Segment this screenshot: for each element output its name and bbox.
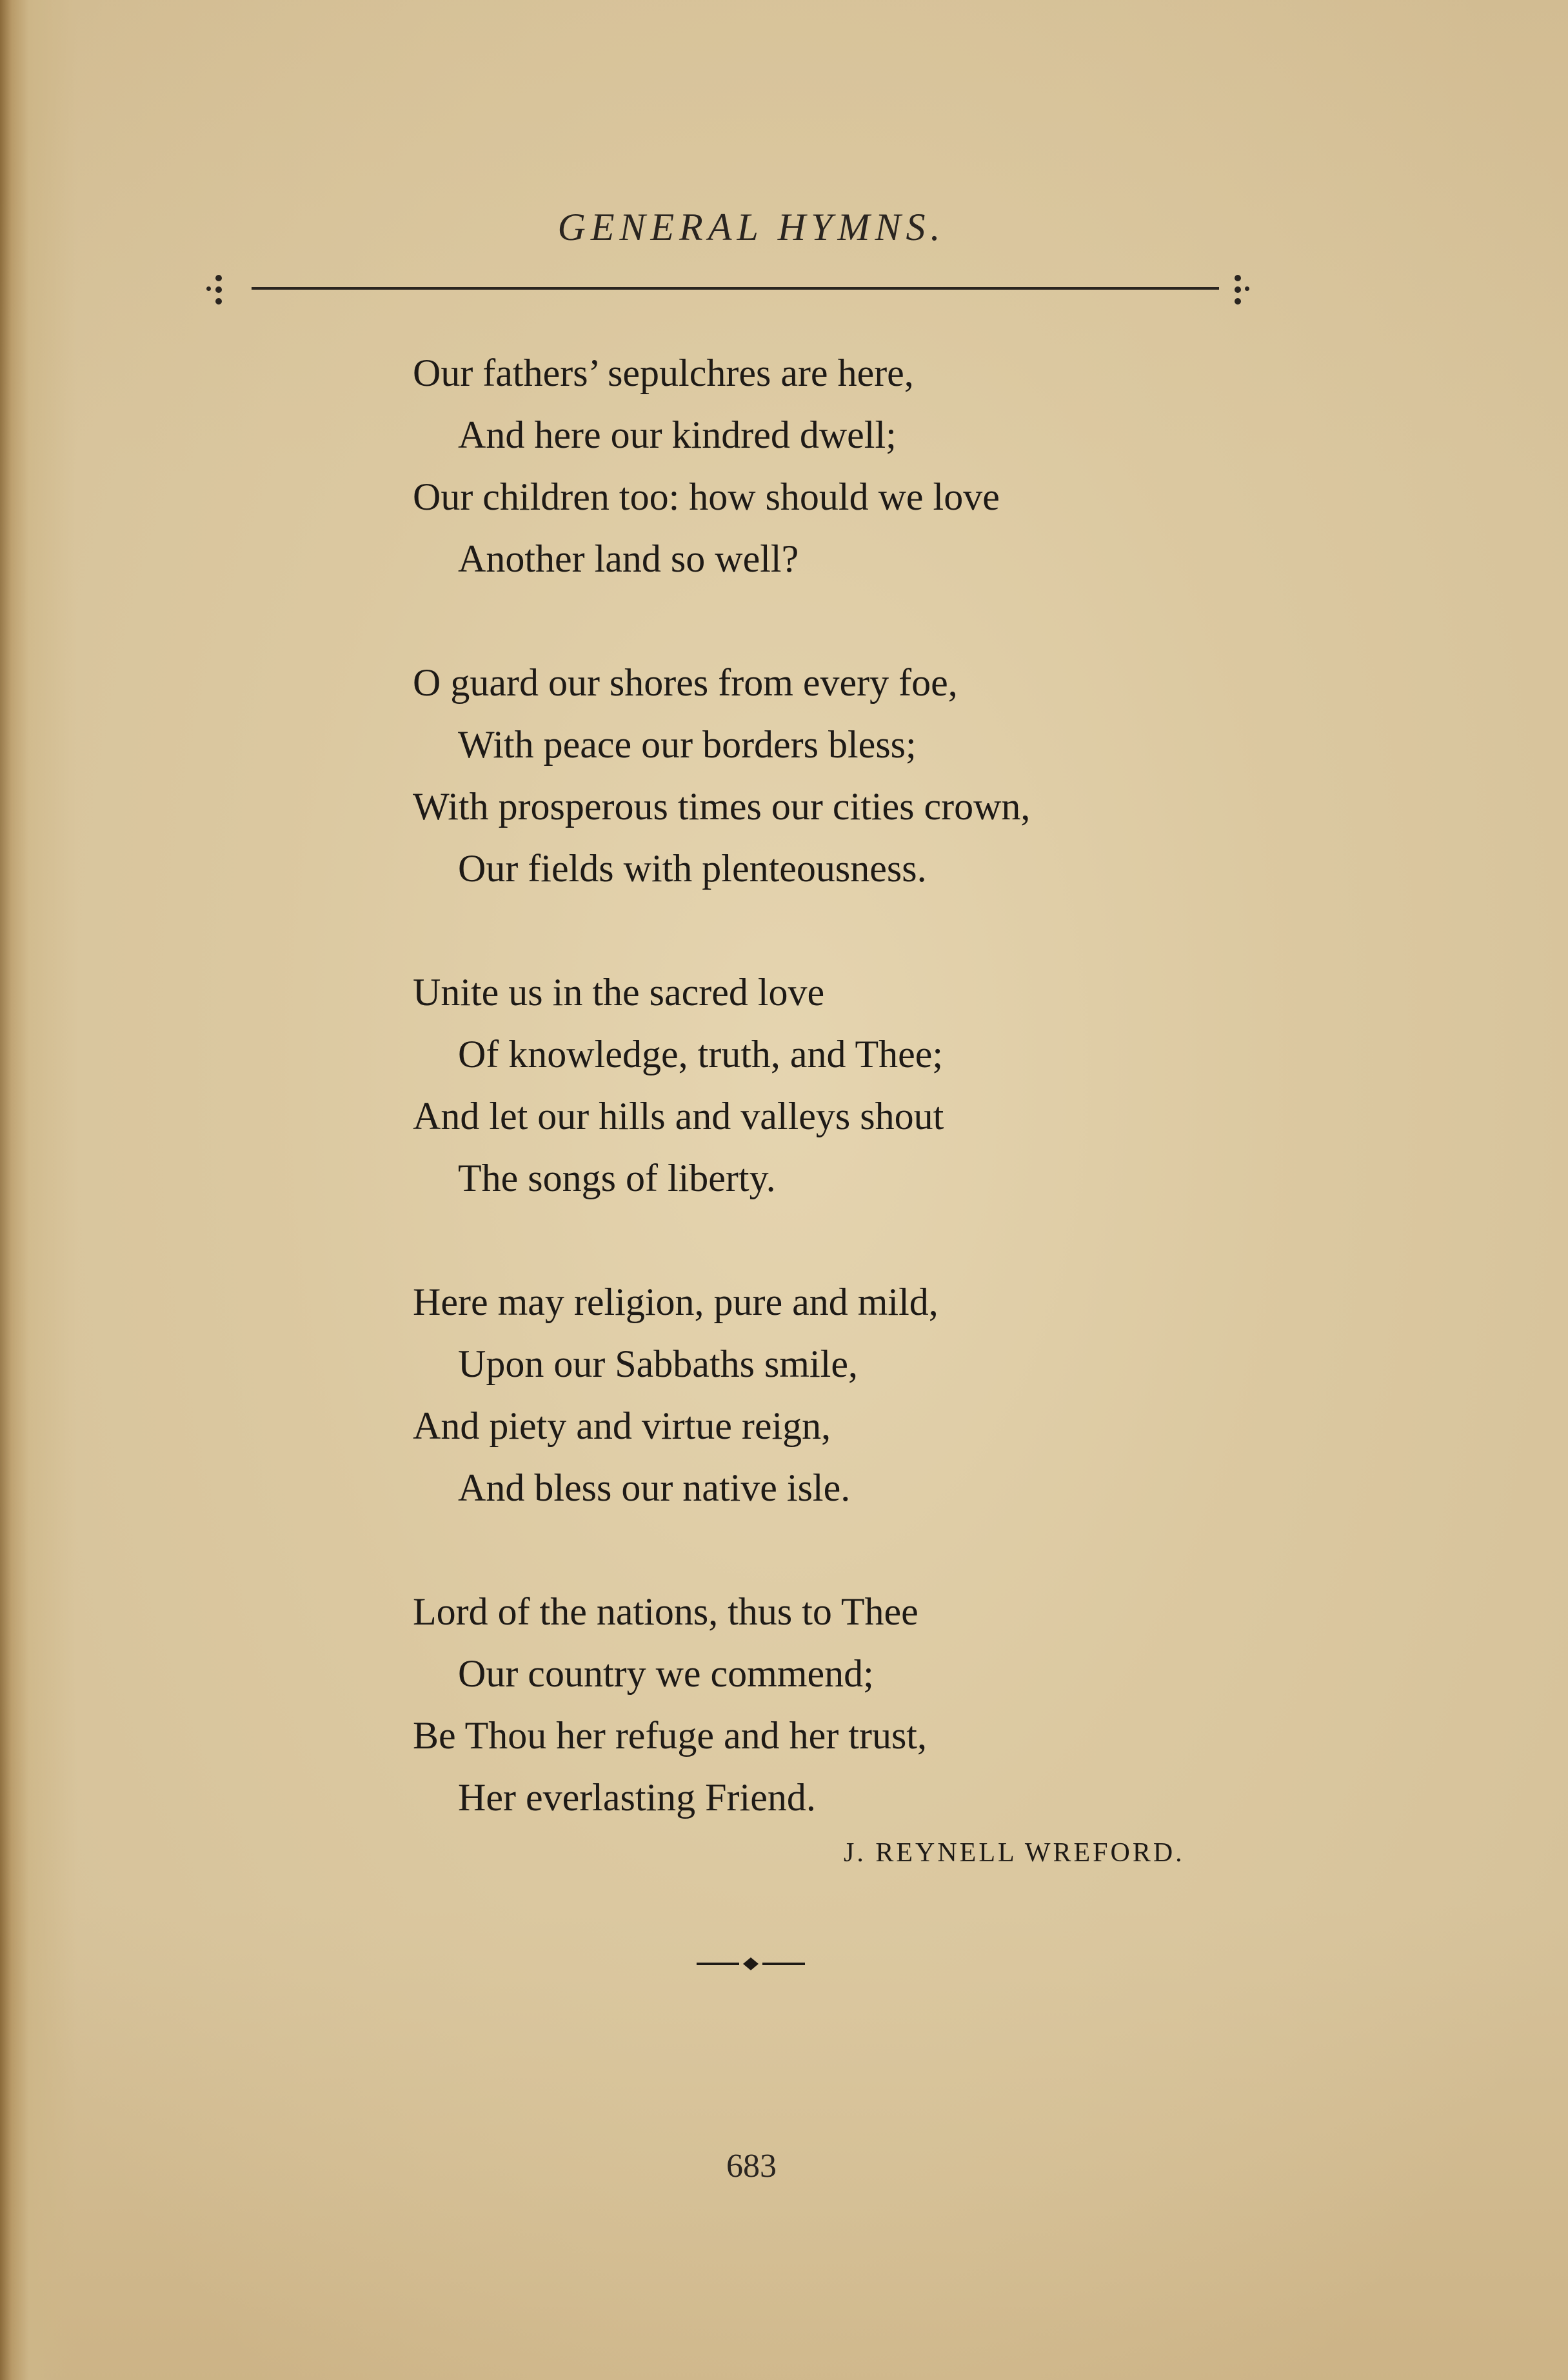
- page-number: 683: [726, 2148, 777, 2185]
- verse-line: And bless our native isle.: [458, 1466, 851, 1509]
- verse-line: The songs of liberty.: [458, 1157, 776, 1199]
- running-title: GENERAL HYMNS.: [557, 206, 946, 248]
- verse-line: Another land so well?: [458, 537, 799, 580]
- verse-line: With prosperous times our cities crown,: [413, 785, 1031, 828]
- rule-ornament-right: [1226, 271, 1251, 310]
- stanza: [413, 1581, 1380, 1828]
- section-end-ornament: [697, 1955, 805, 1973]
- stanza: [413, 1271, 1380, 1519]
- header-rule: [252, 287, 1219, 290]
- stanza: [413, 652, 1380, 899]
- verse-line: Lord of the nations, thus to Thee: [413, 1590, 918, 1633]
- verse-line: Upon our Sabbaths smile,: [458, 1343, 858, 1385]
- verse-line: Unite us in the sacred love: [413, 971, 825, 1014]
- verse-line: O guard our shores from every foe,: [413, 661, 958, 704]
- stanza: [413, 342, 1380, 590]
- verse-line: With peace our borders bless;: [458, 723, 917, 766]
- verse-line: Be Thou her refuge and her trust,: [413, 1714, 927, 1757]
- hymn-text: [413, 342, 1380, 1890]
- verse-line: Our fathers’ sepulchres are here,: [413, 352, 914, 394]
- verse-line: Here may religion, pure and mild,: [413, 1281, 938, 1323]
- verse-line: Our fields with plenteousness.: [458, 847, 927, 890]
- hymn-author: J. REYNELL WREFORD.: [844, 1838, 1185, 1868]
- verse-line: Our country we commend;: [458, 1652, 874, 1695]
- verse-line: And let our hills and valleys shout: [413, 1095, 944, 1137]
- verse-line: And here our kindred dwell;: [458, 414, 897, 456]
- verse-line: Of knowledge, truth, and Thee;: [458, 1033, 944, 1075]
- verse-line: Our children too: how should we love: [413, 475, 1000, 518]
- verse-line: Her everlasting Friend.: [458, 1776, 816, 1819]
- verse-line: And piety and virtue reign,: [413, 1405, 831, 1447]
- rule-ornament-left: [206, 271, 232, 310]
- stanza: [413, 961, 1380, 1209]
